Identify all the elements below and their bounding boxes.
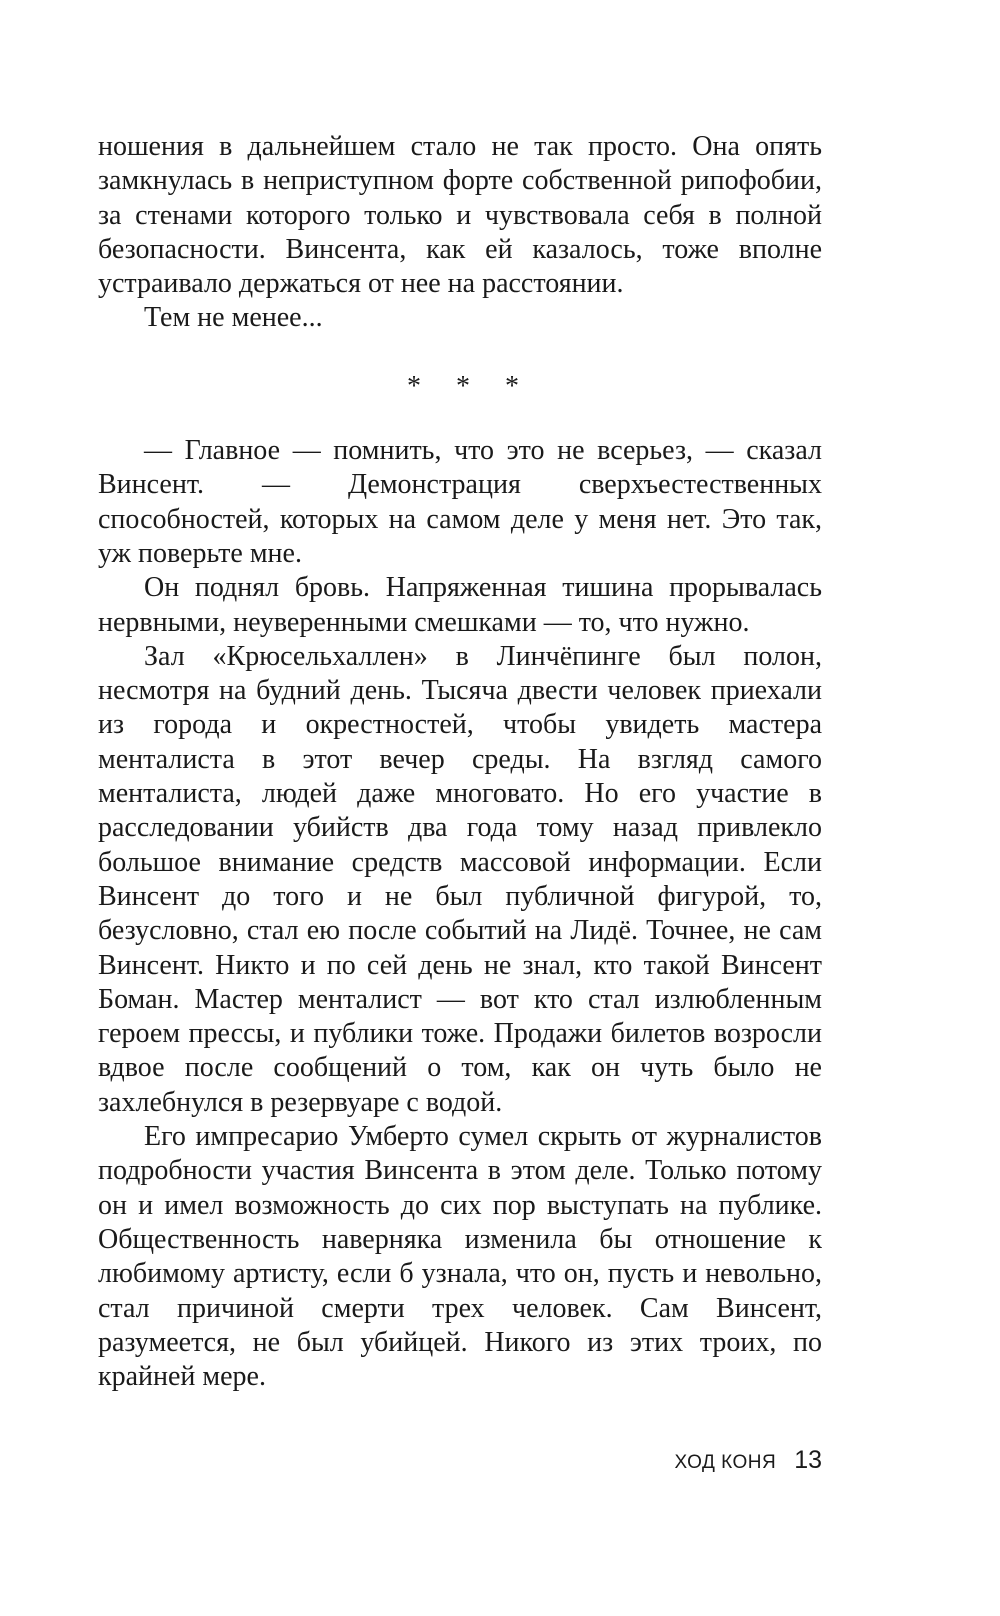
paragraph: Он поднял бровь. Напряженная тишина прорывалась нервными, неуверенными смешками — то, что нужно. [98, 572, 822, 638]
section-separator: * * * [407, 370, 533, 402]
running-title: ХОД КОНЯ [674, 1452, 777, 1473]
paragraph: ношения в дальнейшем стало не так просто. Она опять замкнулась в неприступном форте собственной рипофобии, за стенами которого только и чувствовала себя в полной безопасности. Винсента, как ей казалось, тоже вполне устраивало держаться от нее на расстоянии. [98, 131, 822, 300]
paragraph: — Главное — помнить, что это не всерьез, — сказал Винсент. — Демонстрация сверхъестественных способностей, которых на самом деле у меня нет. Это так, уж поверьте мне. [98, 435, 822, 569]
paragraph: Тем не менее... [144, 302, 323, 334]
page-body [98, 130, 822, 1394]
paragraph: Зал «Крюсельхаллен» в Линчёпинге был полон, несмотря на будний день. Тысяча двести человек приехали из города и окрестностей, чтобы увидеть мастера менталиста в этот вечер среды. На взгляд самого менталиста, людей даже многовато. Но его участие в расследовании убийств два года тому назад привлекло большое внимание средств массовой информации. Если Винсент до того и не был публичной фигурой, то, безусловно, стал ею после событий на Лидё. Точнее, не сам Винсент. Никто и по сей день не знал, кто такой Винсент Боман. Мастер менталист — вот кто стал излюбленным героем прессы, и публики тоже. Продажи билетов возросли вдвое после сообщений о том, как он чуть было не захлебнулся в резервуаре с водой. [98, 640, 822, 1118]
paragraph: Его импресарио Умберто сумел скрыть от журналистов подробности участия Винсента в этом деле. Только потому он и имел возможность до сих пор выступать на публике. Общественность наверняка изменила бы отношение к любимому артисту, если б узнала, что он, пусть и невольно, стал причиной смерти трех человек. Сам Винсент, разумеется, не был убийцей. Никого из этих троих, по крайней мере. [98, 1121, 822, 1393]
page-footer [675, 1446, 822, 1475]
page-number: 13 [794, 1446, 822, 1474]
